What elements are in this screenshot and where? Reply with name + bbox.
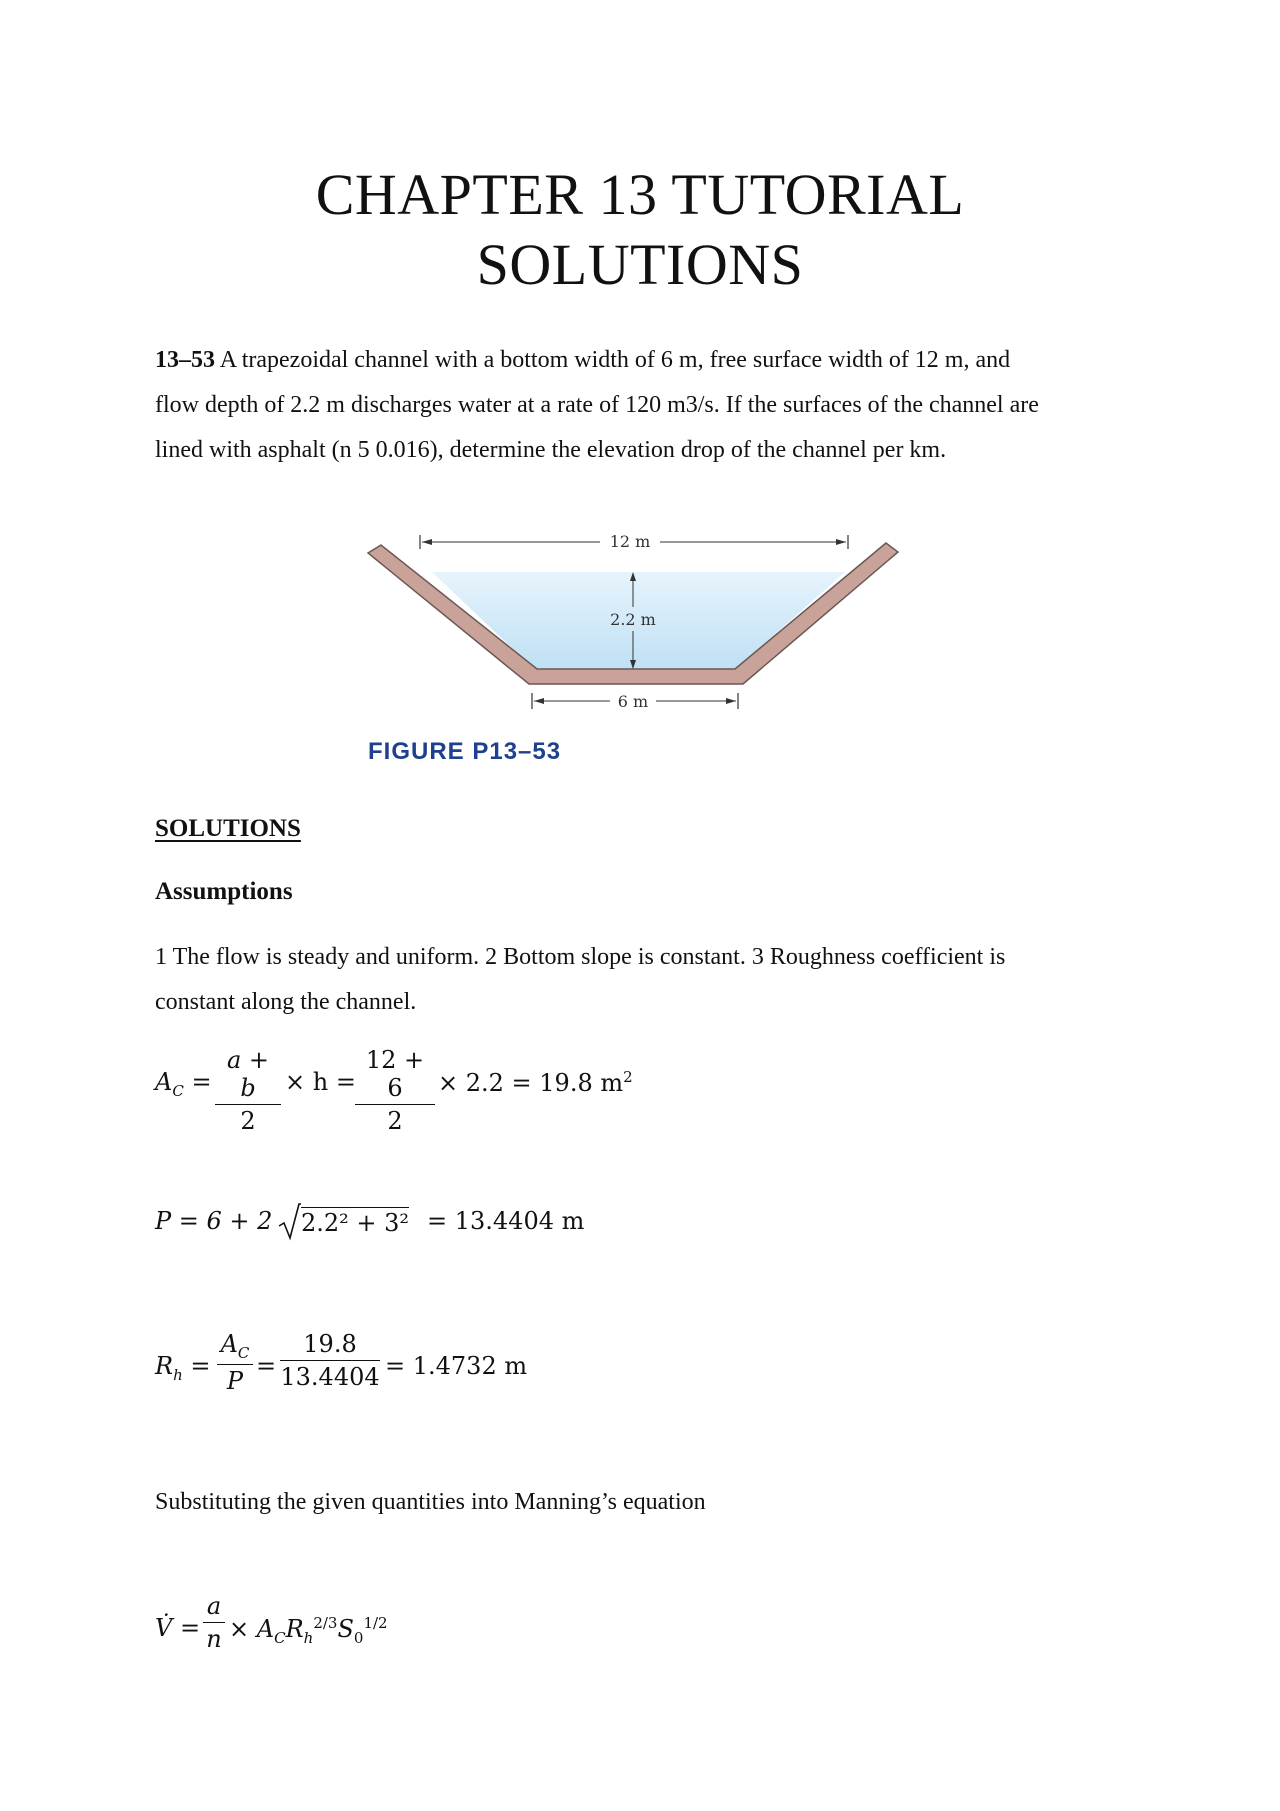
- top-width-dimension: [420, 532, 848, 551]
- manning-intro: Substituting the given quantities into Manning’s equation: [155, 1489, 706, 1515]
- top-width-label: 12 m: [609, 532, 651, 551]
- figure-caption: FIGURE P13–53: [368, 738, 562, 765]
- equation-perimeter: P = 6 + 2 2.2² + 3² = 13.4404 m: [155, 1202, 855, 1252]
- problem-line-1: 13–53 A trapezoidal channel with a bottom width of 6 m, free surface width of 12 m, and: [155, 347, 1011, 373]
- solutions-heading: SOLUTIONS: [155, 815, 301, 842]
- square-root-icon: [277, 1202, 301, 1242]
- assumptions-heading: Assumptions: [155, 878, 293, 905]
- bottom-width-dimension: [532, 692, 738, 711]
- problem-line-3: lined with asphalt (n 5 0.016), determine the elevation drop of the channel per km.: [155, 437, 947, 463]
- radius-fraction-1: $\frac{A_C}{P}$: [217, 1330, 253, 1395]
- problem-line-2: flow depth of 2.2 m discharges water at a rate of 120 m3/s. If the surfaces of the channel are: [155, 392, 1039, 418]
- depth-label: 2.2 m: [610, 610, 656, 629]
- equation-area: $A_C$ = $\frac{a + b}{2}$ × h = $\frac{12 + 6}{2}$ × 2.2 = 19.8 $m^2$: [155, 1046, 633, 1135]
- page-title-line2: SOLUTIONS: [476, 232, 804, 297]
- equation-radius: $R_h$ = $\frac{A_C}{P}$ = $\frac{19.8}{13.4404}$ = 1.4732 m: [155, 1330, 528, 1395]
- bottom-width-label: 6 m: [617, 692, 649, 711]
- area-fraction-2: $\frac{12 + 6}{2}$: [355, 1046, 435, 1135]
- channel-figure: [360, 525, 920, 725]
- equation-manning: V̇ = $\frac{a}{n}$ × $A_CR_h^{2/3}S_0^{1/2}$: [155, 1592, 388, 1653]
- problem-statement: [155, 338, 1130, 473]
- area-fraction-1: $\frac{a + b}{2}$: [215, 1046, 281, 1135]
- radius-fraction-2: $\frac{19.8}{13.4404}$: [280, 1330, 380, 1391]
- assumptions-text: 1 The flow is steady and uniform. 2 Bottom slope is constant. 3 Roughness coefficient is constant along the channel.: [155, 944, 1006, 1015]
- problem-number: 13–53: [155, 347, 215, 373]
- page-title-line1: CHAPTER 13 TUTORIAL: [315, 162, 965, 227]
- manning-fraction: $\frac{a}{n}$: [203, 1592, 225, 1653]
